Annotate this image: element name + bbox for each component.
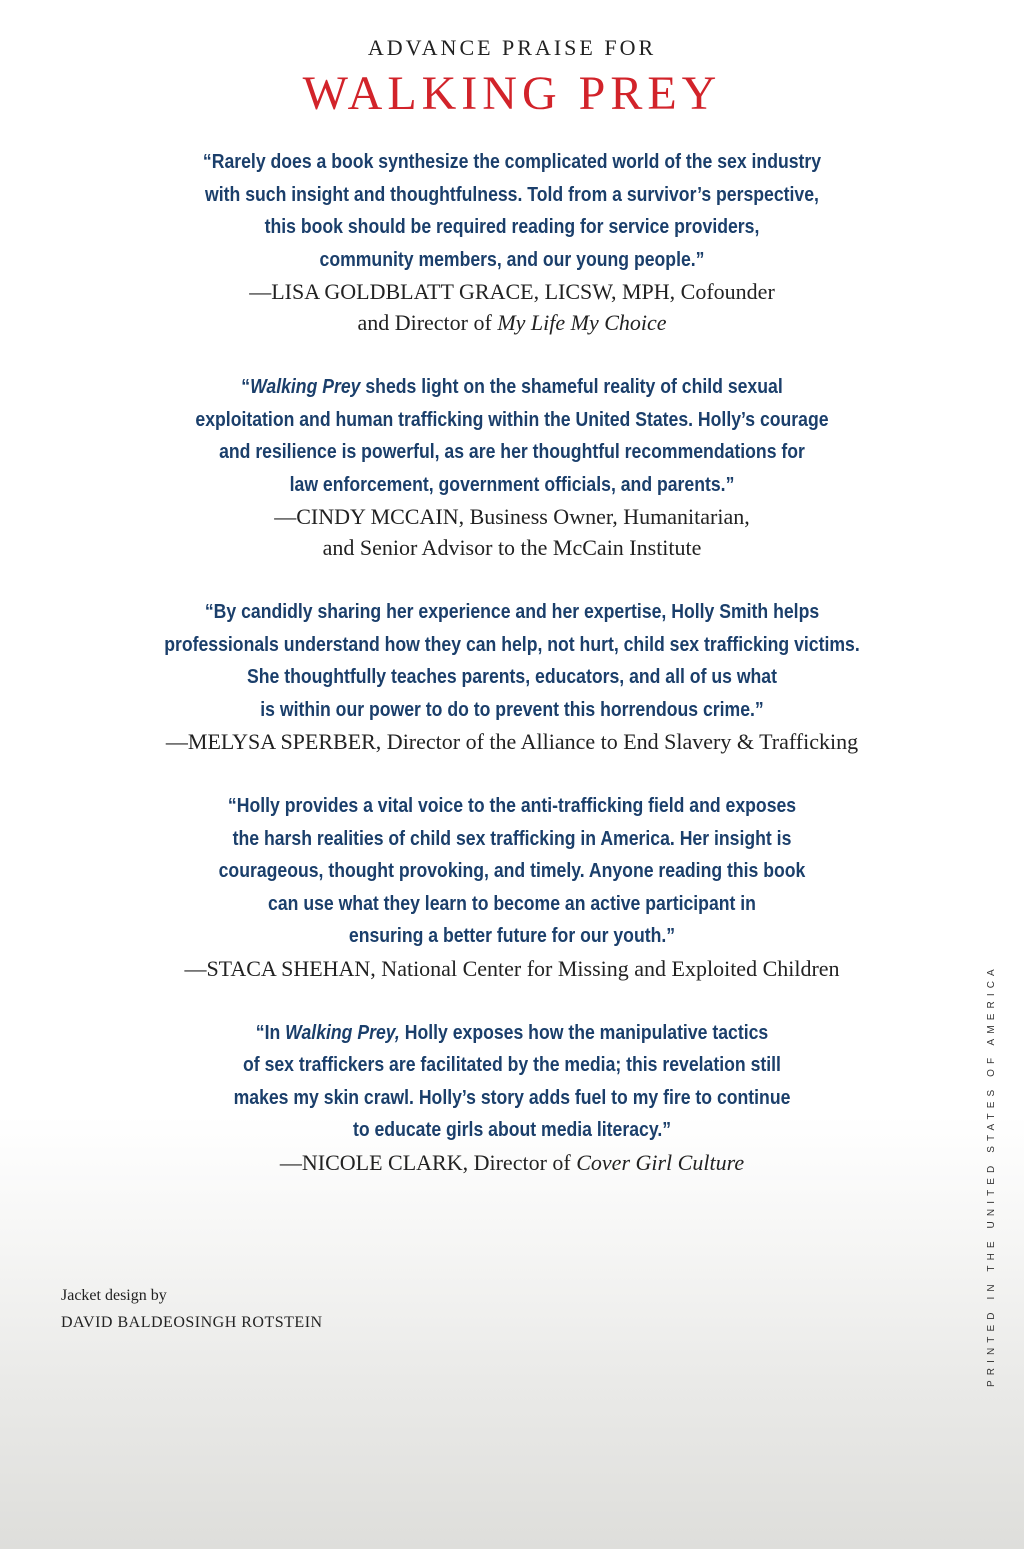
- header: [0, 34, 1024, 122]
- quote-line: “Holly provides a vital voice to the anti-trafficking field and exposes: [227, 794, 797, 817]
- quote-line: of sex traffickers are facilitated by the media; this revelation still: [243, 1053, 781, 1076]
- quote-line: with such insight and thoughtfulness. Told from a survivor’s perspective,: [205, 182, 819, 206]
- quote-line: [72, 371, 953, 404]
- attribution-line: —LISA GOLDBLATT GRACE, LICSW, MPH, Cofounder: [249, 279, 775, 304]
- blurb-quote: [72, 1017, 953, 1147]
- blurb-list: [0, 146, 1024, 1211]
- organization-title: My Life My Choice: [497, 310, 667, 335]
- blurb-quote: [72, 146, 953, 276]
- quote-line: She thoughtfully teaches parents, educators, and all of us what: [247, 665, 777, 688]
- attribution-text: —NICOLE CLARK, Director of: [279, 1149, 577, 1175]
- blurb-attribution: [0, 953, 1024, 984]
- quote-line: [72, 1017, 953, 1050]
- organization-title: Cover Girl Culture: [576, 1149, 745, 1175]
- blurb-sperber: [0, 596, 1024, 757]
- quote-line: is within our power to do to prevent this horrendous crime.”: [260, 697, 764, 721]
- attribution-text: and Director of: [357, 310, 498, 335]
- credit-designer: DAVID BALDEOSINGH ROTSTEIN: [61, 1314, 323, 1331]
- blurb-quote: [72, 790, 953, 953]
- book-title-inline: Walking Prey: [250, 375, 361, 398]
- blurb-attribution: [0, 726, 1024, 757]
- blurb-attribution: [0, 501, 1024, 563]
- blurb-attribution: [0, 276, 1024, 338]
- blurb-attribution: [0, 1147, 1024, 1178]
- quote-line: “Rarely does a book synthesize the complicated world of the sex industry: [202, 150, 822, 173]
- quote-text: “In: [255, 1020, 286, 1044]
- jacket-credit: [61, 1285, 323, 1334]
- blurb-clark: [0, 1017, 1024, 1178]
- quote-line: makes my skin crawl. Holly’s story adds fuel to my fire to continue: [233, 1085, 791, 1109]
- quote-line: courageous, thought provoking, and timely. Anyone reading this book: [218, 859, 806, 882]
- blurb-shehan: [0, 790, 1024, 984]
- blurb-quote: [72, 371, 953, 501]
- attribution-line: —CINDY MCCAIN, Business Owner, Humanitarian,: [274, 504, 750, 529]
- attribution-line: [0, 307, 1024, 338]
- quote-line: “By candidly sharing her experience and her expertise, Holly Smith helps: [204, 600, 820, 623]
- blurb-grace: [0, 146, 1024, 338]
- quote-text: sheds light on the shameful reality of child sexual: [360, 375, 783, 398]
- attribution-line: [0, 1147, 1024, 1178]
- quote-line: professionals understand how they can help, not hurt, child sex trafficking victims.: [164, 632, 860, 656]
- quote-line: and resilience is powerful, as are her thoughtful recommendations for: [219, 440, 805, 463]
- blurb-mccain: [0, 371, 1024, 563]
- quote-line: law enforcement, government officials, and parents.”: [289, 472, 735, 496]
- quote-line: ensuring a better future for our youth.”: [348, 924, 676, 947]
- printed-in-notice: PRINTED IN THE UNITED STATES OF AMERICA: [986, 964, 997, 1387]
- quote-line: community members, and our young people.”: [319, 247, 705, 271]
- quote-line: to educate girls about media literacy.”: [352, 1118, 672, 1141]
- attribution-line: —MELYSA SPERBER, Director of the Alliance to End Slavery & Trafficking: [165, 729, 859, 754]
- quote-text: Holly exposes how the manipulative tactics: [399, 1020, 769, 1044]
- credit-label: Jacket design by: [61, 1287, 167, 1304]
- book-title: WALKING PREY: [302, 67, 722, 120]
- quote-line: the harsh realities of child sex trafficking in America. Her insight is: [232, 826, 792, 850]
- praise-label: ADVANCE PRAISE FOR: [367, 35, 657, 60]
- quote-text: “: [241, 375, 251, 398]
- quote-line: can use what they learn to become an active participant in: [268, 891, 756, 915]
- quote-line: this book should be required reading for service providers,: [264, 215, 760, 238]
- quote-line: exploitation and human trafficking within the United States. Holly’s courage: [195, 407, 829, 431]
- book-title-inline: Walking Prey,: [285, 1020, 400, 1044]
- attribution-line: —STACA SHEHAN, National Center for Missing and Exploited Children: [184, 955, 840, 981]
- blurb-quote: [72, 596, 953, 726]
- attribution-line: and Senior Advisor to the McCain Institute: [322, 535, 702, 560]
